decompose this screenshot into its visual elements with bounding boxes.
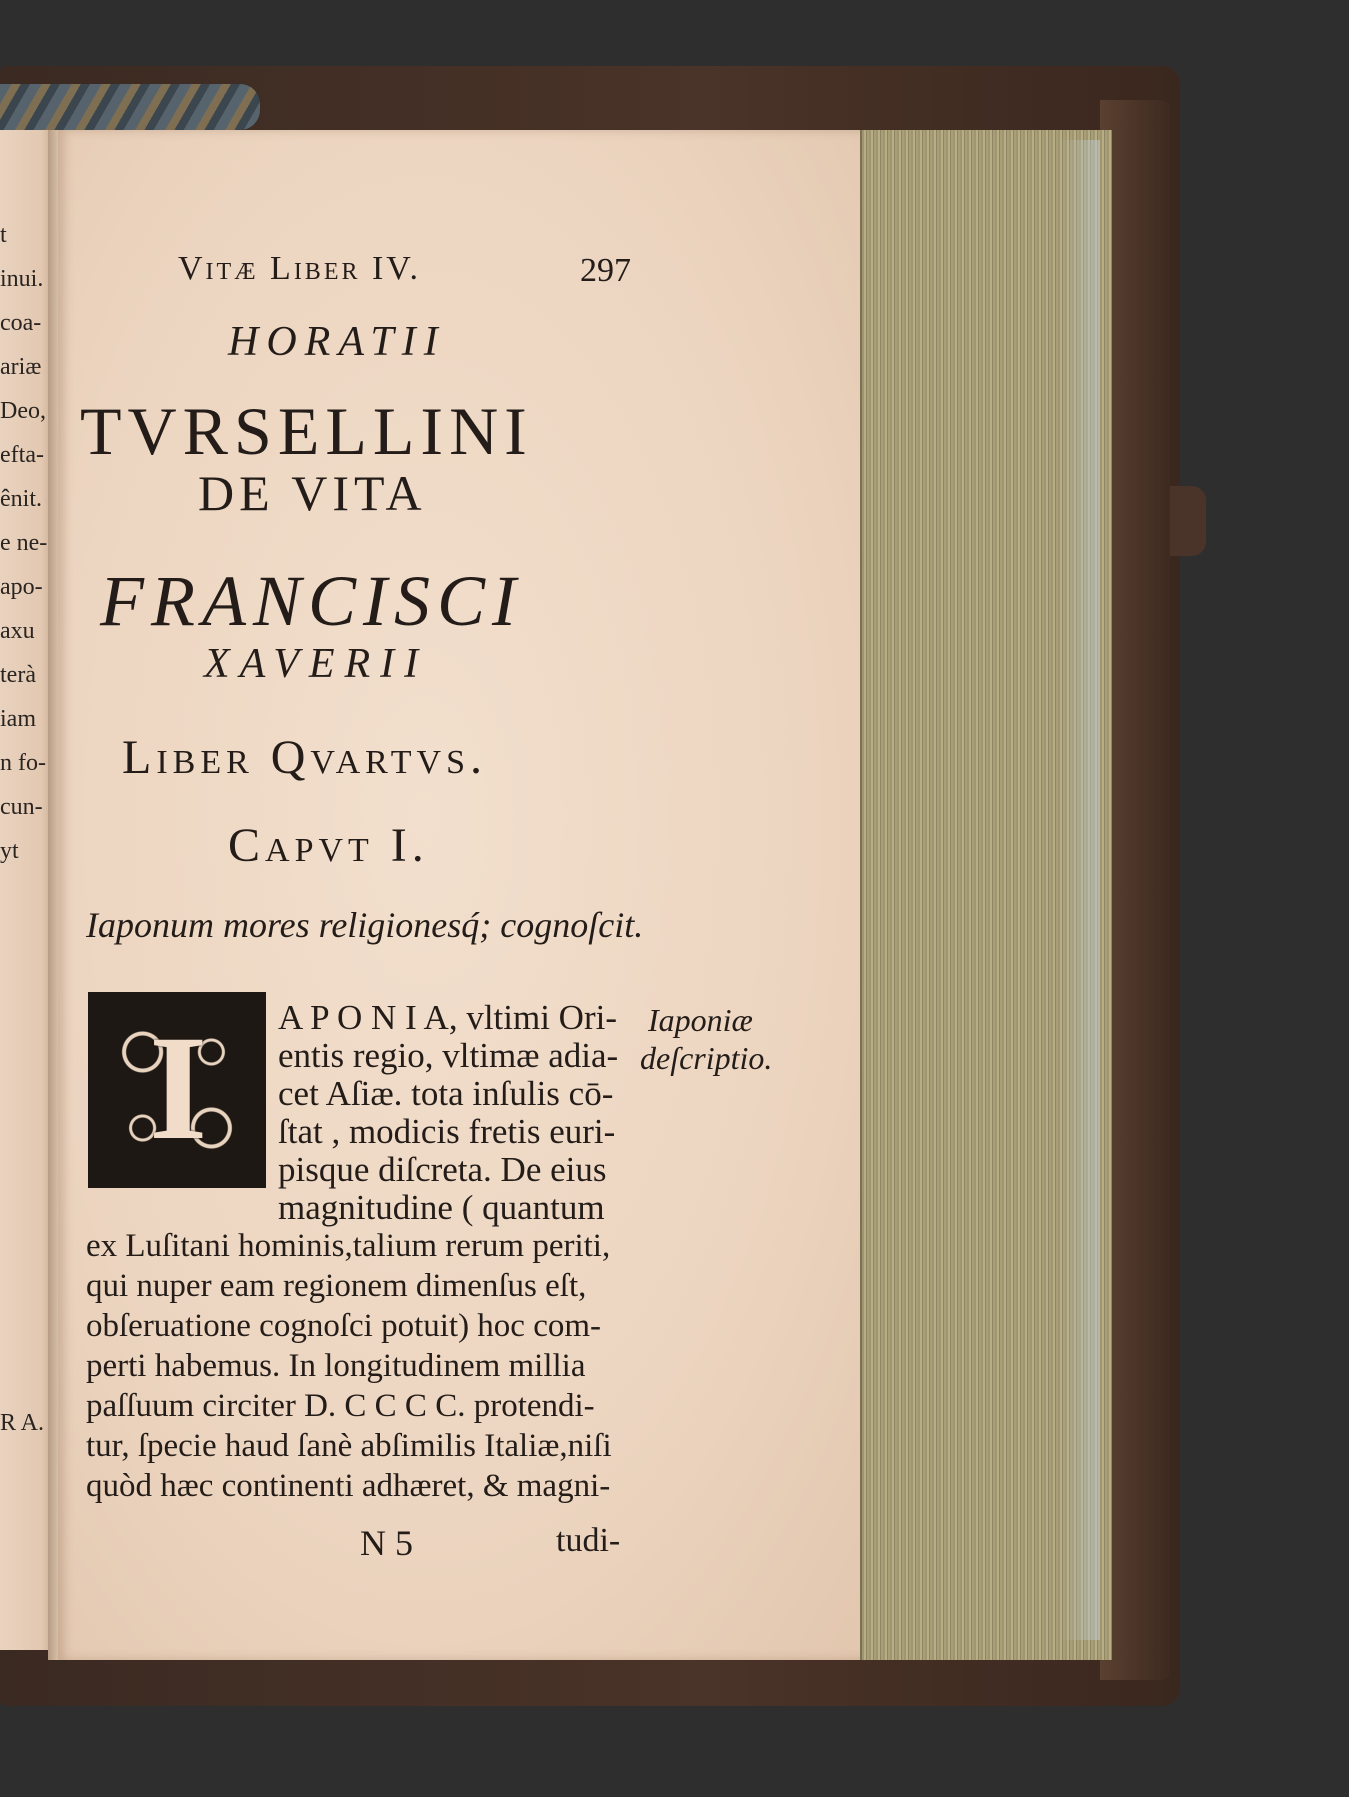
body-line: entis regio, vltimæ adia- xyxy=(278,1036,619,1075)
body-line: obſeruatione cognoſci potuit) hoc com- xyxy=(86,1308,602,1344)
left-page-line: t xyxy=(0,222,7,248)
body-line: ex Luſitani hominis,talium rerum periti, xyxy=(86,1228,611,1264)
left-page-line: apo- xyxy=(0,574,43,600)
marginal-note-line-2: deſcriptio. xyxy=(640,1040,773,1076)
left-page-line: cun- xyxy=(0,794,43,820)
body-line: paſſuum circiter D. C C C C. protendi- xyxy=(86,1388,595,1424)
body-line: pisque diſcreta. De eius xyxy=(278,1150,607,1189)
body-line: tur, ſpecie haud ſanè abſimilis Italiæ,niſi xyxy=(86,1428,612,1464)
page-number: 297 xyxy=(580,252,631,289)
left-page-line: efta- xyxy=(0,442,44,468)
left-page-line: ariæ xyxy=(0,354,42,380)
body-line: A P O N I A, vltimi Ori- xyxy=(278,998,617,1037)
page-edges-highlight xyxy=(1060,140,1100,1640)
chapter-heading: Capvt I. xyxy=(228,819,429,872)
body-line: qui nuper eam regionem dimenſus eſt, xyxy=(86,1268,587,1304)
body-line: quòd hæc continenti adhæret, & magni- xyxy=(86,1468,611,1504)
left-page-line: R A. xyxy=(0,1410,45,1436)
signature-mark: N 5 xyxy=(360,1523,413,1563)
book-heading: Liber Qvartvs. xyxy=(122,731,488,784)
body-line: perti habemus. In longitudinem millia xyxy=(86,1348,586,1384)
title-line-1: HORATII xyxy=(228,319,446,365)
title-line-3: DE VITA xyxy=(198,465,427,521)
clasp-remnant xyxy=(1170,486,1206,556)
left-page-line: axu xyxy=(0,618,35,644)
body-line: magnitudine ( quantum xyxy=(278,1188,605,1227)
body-line: ſtat , modicis fretis euri- xyxy=(278,1112,616,1151)
left-page-line: n fo- xyxy=(0,750,46,776)
left-page-line: terà xyxy=(0,662,36,688)
left-page-line: inui. xyxy=(0,266,44,292)
marginal-note-line-1: Iaponiæ xyxy=(648,1002,753,1038)
left-page-line: e ne- xyxy=(0,530,48,556)
left-page-line: Deo, xyxy=(0,398,46,424)
left-page-fragment xyxy=(0,130,52,1650)
title-line-5: XAVERII xyxy=(204,641,429,687)
left-page-line: ênit. xyxy=(0,486,42,512)
title-line-2: TVRSELLINI xyxy=(80,393,533,469)
running-head: Vitæ Liber IV. xyxy=(178,250,421,287)
decorated-initial xyxy=(88,992,266,1188)
title-line-4: FRANCISCI xyxy=(100,561,523,641)
catchword: tudi- xyxy=(556,1522,621,1559)
chapter-subtitle: Iaponum mores religionesq́; cognoſcit. xyxy=(86,905,644,945)
left-page-line: coa- xyxy=(0,310,42,336)
left-page-line: yt xyxy=(0,838,19,864)
body-line: cet Aſiæ. tota inſulis cō- xyxy=(278,1074,614,1113)
initial-letter: I xyxy=(149,1005,208,1171)
left-page-line: iam xyxy=(0,706,36,732)
headband xyxy=(0,84,260,130)
